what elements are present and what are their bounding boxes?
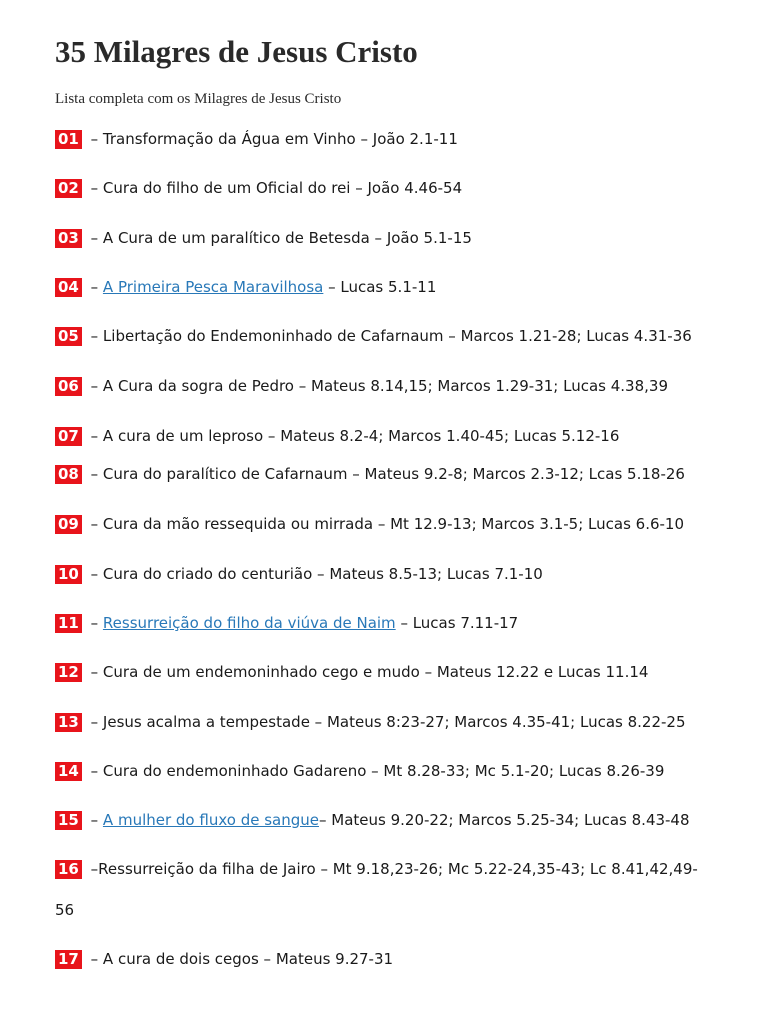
item-separator: – — [85, 179, 103, 197]
item-separator: – — [85, 465, 103, 483]
item-text: Cura da mão ressequida ou mirrada – Mt 12.9-13; Marcos 3.1-5; Lucas 6.6-10 — [102, 515, 685, 533]
list-item — [55, 712, 686, 732]
item-text: A cura de um leproso – Mateus 8.2-4; Marcos 1.40-45; Lucas 5.12-16 — [102, 427, 620, 445]
item-number-badge: 12 — [55, 663, 82, 682]
list-item — [55, 949, 393, 969]
item-separator: – — [85, 130, 103, 148]
item-text: Cura do criado do centurião – Mateus 8.5-13; Lucas 7.1-10 — [102, 565, 543, 583]
item-separator: – — [85, 327, 103, 345]
item-number-badge: 15 — [55, 811, 82, 830]
list-item — [55, 810, 690, 830]
list-item — [55, 326, 692, 346]
item-link[interactable]: A mulher do fluxo de sangue — [102, 811, 319, 829]
item-separator: – — [85, 860, 99, 878]
item-separator: – — [85, 278, 103, 296]
item-number-badge: 08 — [55, 465, 82, 484]
item-text: – Lucas 7.11-17 — [395, 614, 519, 632]
list-item — [55, 464, 685, 484]
page-title: 35 Milagres de Jesus Cristo — [55, 34, 418, 69]
item-text: Cura do endemoninhado Gadareno – Mt 8.28-33; Mc 5.1-20; Lucas 8.26-39 — [102, 762, 665, 780]
item-link[interactable]: A Primeira Pesca Maravilhosa — [102, 278, 324, 296]
item-separator: – — [85, 811, 103, 829]
list-item — [55, 376, 668, 396]
item-text: A cura de dois cegos – Mateus 9.27-31 — [102, 950, 394, 968]
item-separator: – — [85, 614, 103, 632]
item-number-badge: 13 — [55, 713, 82, 732]
item-number-badge: 17 — [55, 950, 82, 969]
item-separator: – — [85, 565, 103, 583]
list-item — [55, 426, 619, 446]
item-number-badge: 01 — [55, 130, 82, 149]
item-number-badge: 14 — [55, 762, 82, 781]
item-text: Cura do paralítico de Cafarnaum – Mateus 9.2-8; Marcos 2.3-12; Lcas 5.18-26 — [102, 465, 685, 483]
list-item — [55, 228, 472, 248]
item-number-badge: 05 — [55, 327, 82, 346]
item-separator: – — [85, 377, 103, 395]
item-number-badge: 04 — [55, 278, 82, 297]
list-item — [55, 277, 436, 297]
item-separator: – — [85, 663, 103, 681]
item-number-badge: 11 — [55, 614, 82, 633]
item-text: A Cura da sogra de Pedro – Mateus 8.14,15; Marcos 1.29-31; Lucas 4.38,39 — [102, 377, 668, 395]
list-item-16-continuation: 56 — [55, 901, 75, 919]
item-text: Libertação do Endemoninhado de Cafarnaum – Marcos 1.21-28; Lucas 4.31-36 — [102, 327, 692, 345]
item-separator: – — [85, 229, 103, 247]
item-separator: – — [85, 762, 103, 780]
item-link[interactable]: Ressurreição do filho da viúva de Naim — [102, 614, 396, 632]
item-number-badge: 16 — [55, 860, 82, 879]
item-number-badge: 07 — [55, 427, 82, 446]
item-text: – Lucas 5.1-11 — [323, 278, 437, 296]
list-item — [55, 564, 543, 584]
list-item — [55, 129, 458, 149]
item-text: Jesus acalma a tempestade – Mateus 8:23-27; Marcos 4.35-41; Lucas 8.22-25 — [102, 713, 686, 731]
page-subtitle: Lista completa com os Milagres de Jesus Cristo — [55, 91, 342, 107]
list-item — [55, 613, 518, 633]
item-text: Transformação da Água em Vinho – João 2.1-11 — [102, 130, 458, 148]
item-text: Cura de um endemoninhado cego e mudo – Mateus 12.22 e Lucas 11.14 — [102, 663, 649, 681]
item-separator: – — [85, 515, 103, 533]
item-text: – Mateus 9.20-22; Marcos 5.25-34; Lucas 8.43-48 — [318, 811, 690, 829]
list-item — [55, 761, 664, 781]
item-separator: – — [85, 427, 103, 445]
list-item — [55, 514, 684, 534]
item-number-badge: 06 — [55, 377, 82, 396]
list-item — [55, 178, 462, 198]
item-text: Ressurreição da filha de Jairo – Mt 9.18,23-26; Mc 5.22-24,35-43; Lc 8.41,42,49- — [98, 860, 698, 878]
item-number-badge: 09 — [55, 515, 82, 534]
item-number-badge: 03 — [55, 229, 82, 248]
item-number-badge: 02 — [55, 179, 82, 198]
list-item — [55, 662, 648, 682]
list-item — [55, 859, 698, 879]
item-separator: – — [85, 950, 103, 968]
item-number-badge: 10 — [55, 565, 82, 584]
item-text: A Cura de um paralítico de Betesda – João 5.1-15 — [102, 229, 472, 247]
item-text: Cura do filho de um Oficial do rei – João 4.46-54 — [102, 179, 463, 197]
item-separator: – — [85, 713, 103, 731]
